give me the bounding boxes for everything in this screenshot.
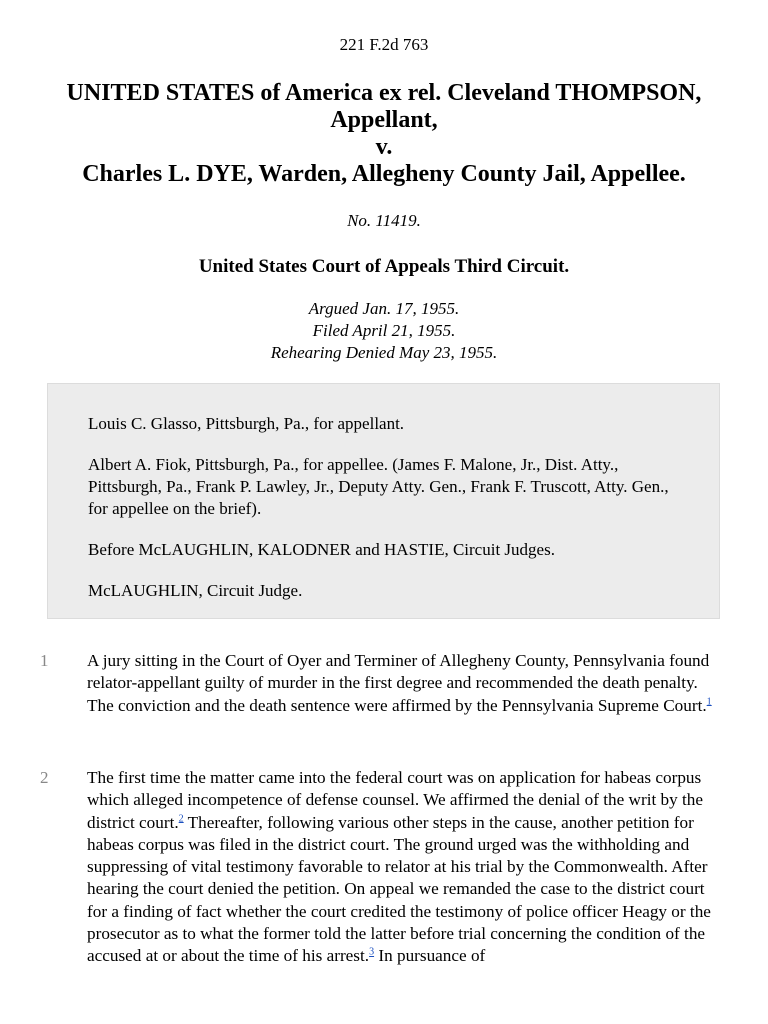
paragraph-text bbox=[87, 650, 727, 717]
paragraph-number: 2 bbox=[40, 768, 49, 787]
paragraph-text-segment: A jury sitting in the Court of Oyer and Terminer of Allegheny County, Pennsylvania found relator-appellant guilty of murder in the first degree and recommended the death penalty. The conviction and the death sentence were affirmed by the Pennsylvania Supreme Court. bbox=[87, 651, 710, 715]
court-name: United States Court of Appeals Third Circuit. bbox=[198, 256, 570, 277]
footnote-link[interactable]: 1 bbox=[706, 695, 712, 707]
case-title bbox=[20, 80, 748, 188]
panel-judges: Before McLAUGHLIN, KALODNER and HASTIE, Circuit Judges. bbox=[88, 540, 555, 559]
argued-date: Argued Jan. 17, 1955. bbox=[308, 299, 460, 318]
paragraph-text-segment: In pursuance of bbox=[374, 946, 486, 966]
paragraph-text-segment: The first time the matter came into the federal court was on application for habeas corpus which alleged incompetence of defense counsel. We affirmed the denial of the writ by the district court. bbox=[87, 768, 704, 832]
case-title-line-2: Appellant, bbox=[330, 107, 438, 133]
case-dates bbox=[0, 298, 768, 364]
case-title-line-1: UNITED STATES of America ex rel. Cleveland THOMPSON, bbox=[66, 80, 702, 106]
case-title-line-4: Charles L. DYE, Warden, Allegheny County Jail, Appellee. bbox=[82, 161, 686, 187]
case-citation: 221 F.2d 763 bbox=[339, 35, 429, 54]
paragraph-text-segment: Thereafter, following various other steps in the cause, another petition for habeas corpus was filed in the district court. The ground urged was the withholding and suppressing of vital testimony favorable to relator at his trial by the Commonwealth. After hearing the court denied the petition. On appeal we remanded the case to the district court for a finding of fact whether the court credited the testimony of police officer Heagy or the prosecutor as to what the former told the latter before trial concerning the condition of the accused at or about the time of his arrest. bbox=[87, 812, 711, 966]
filed-date: Filed April 21, 1955. bbox=[312, 321, 456, 340]
counsel-panel bbox=[47, 383, 720, 619]
footnote-link[interactable]: 3 bbox=[369, 946, 375, 958]
paragraph-number: 1 bbox=[40, 651, 49, 670]
authoring-judge: McLAUGHLIN, Circuit Judge. bbox=[88, 581, 303, 600]
rehearing-date: Rehearing Denied May 23, 1955. bbox=[270, 343, 498, 362]
case-title-line-3: v. bbox=[375, 134, 393, 160]
footnote-link[interactable]: 2 bbox=[178, 812, 184, 824]
appellee-counsel: Albert A. Fiok, Pittsburgh, Pa., for appellee. (James F. Malone, Jr., Dist. Atty., Pittsburgh, Pa., Frank P. Lawley, Jr., Deputy Atty. Gen., Frank F. Truscott, Atty. Gen., for appellee on the brief). bbox=[88, 455, 669, 518]
docket-number: No. 11419. bbox=[347, 211, 421, 230]
appellant-counsel: Louis C. Glasso, Pittsburgh, Pa., for appellant. bbox=[88, 414, 405, 433]
paragraph-text bbox=[87, 767, 727, 968]
